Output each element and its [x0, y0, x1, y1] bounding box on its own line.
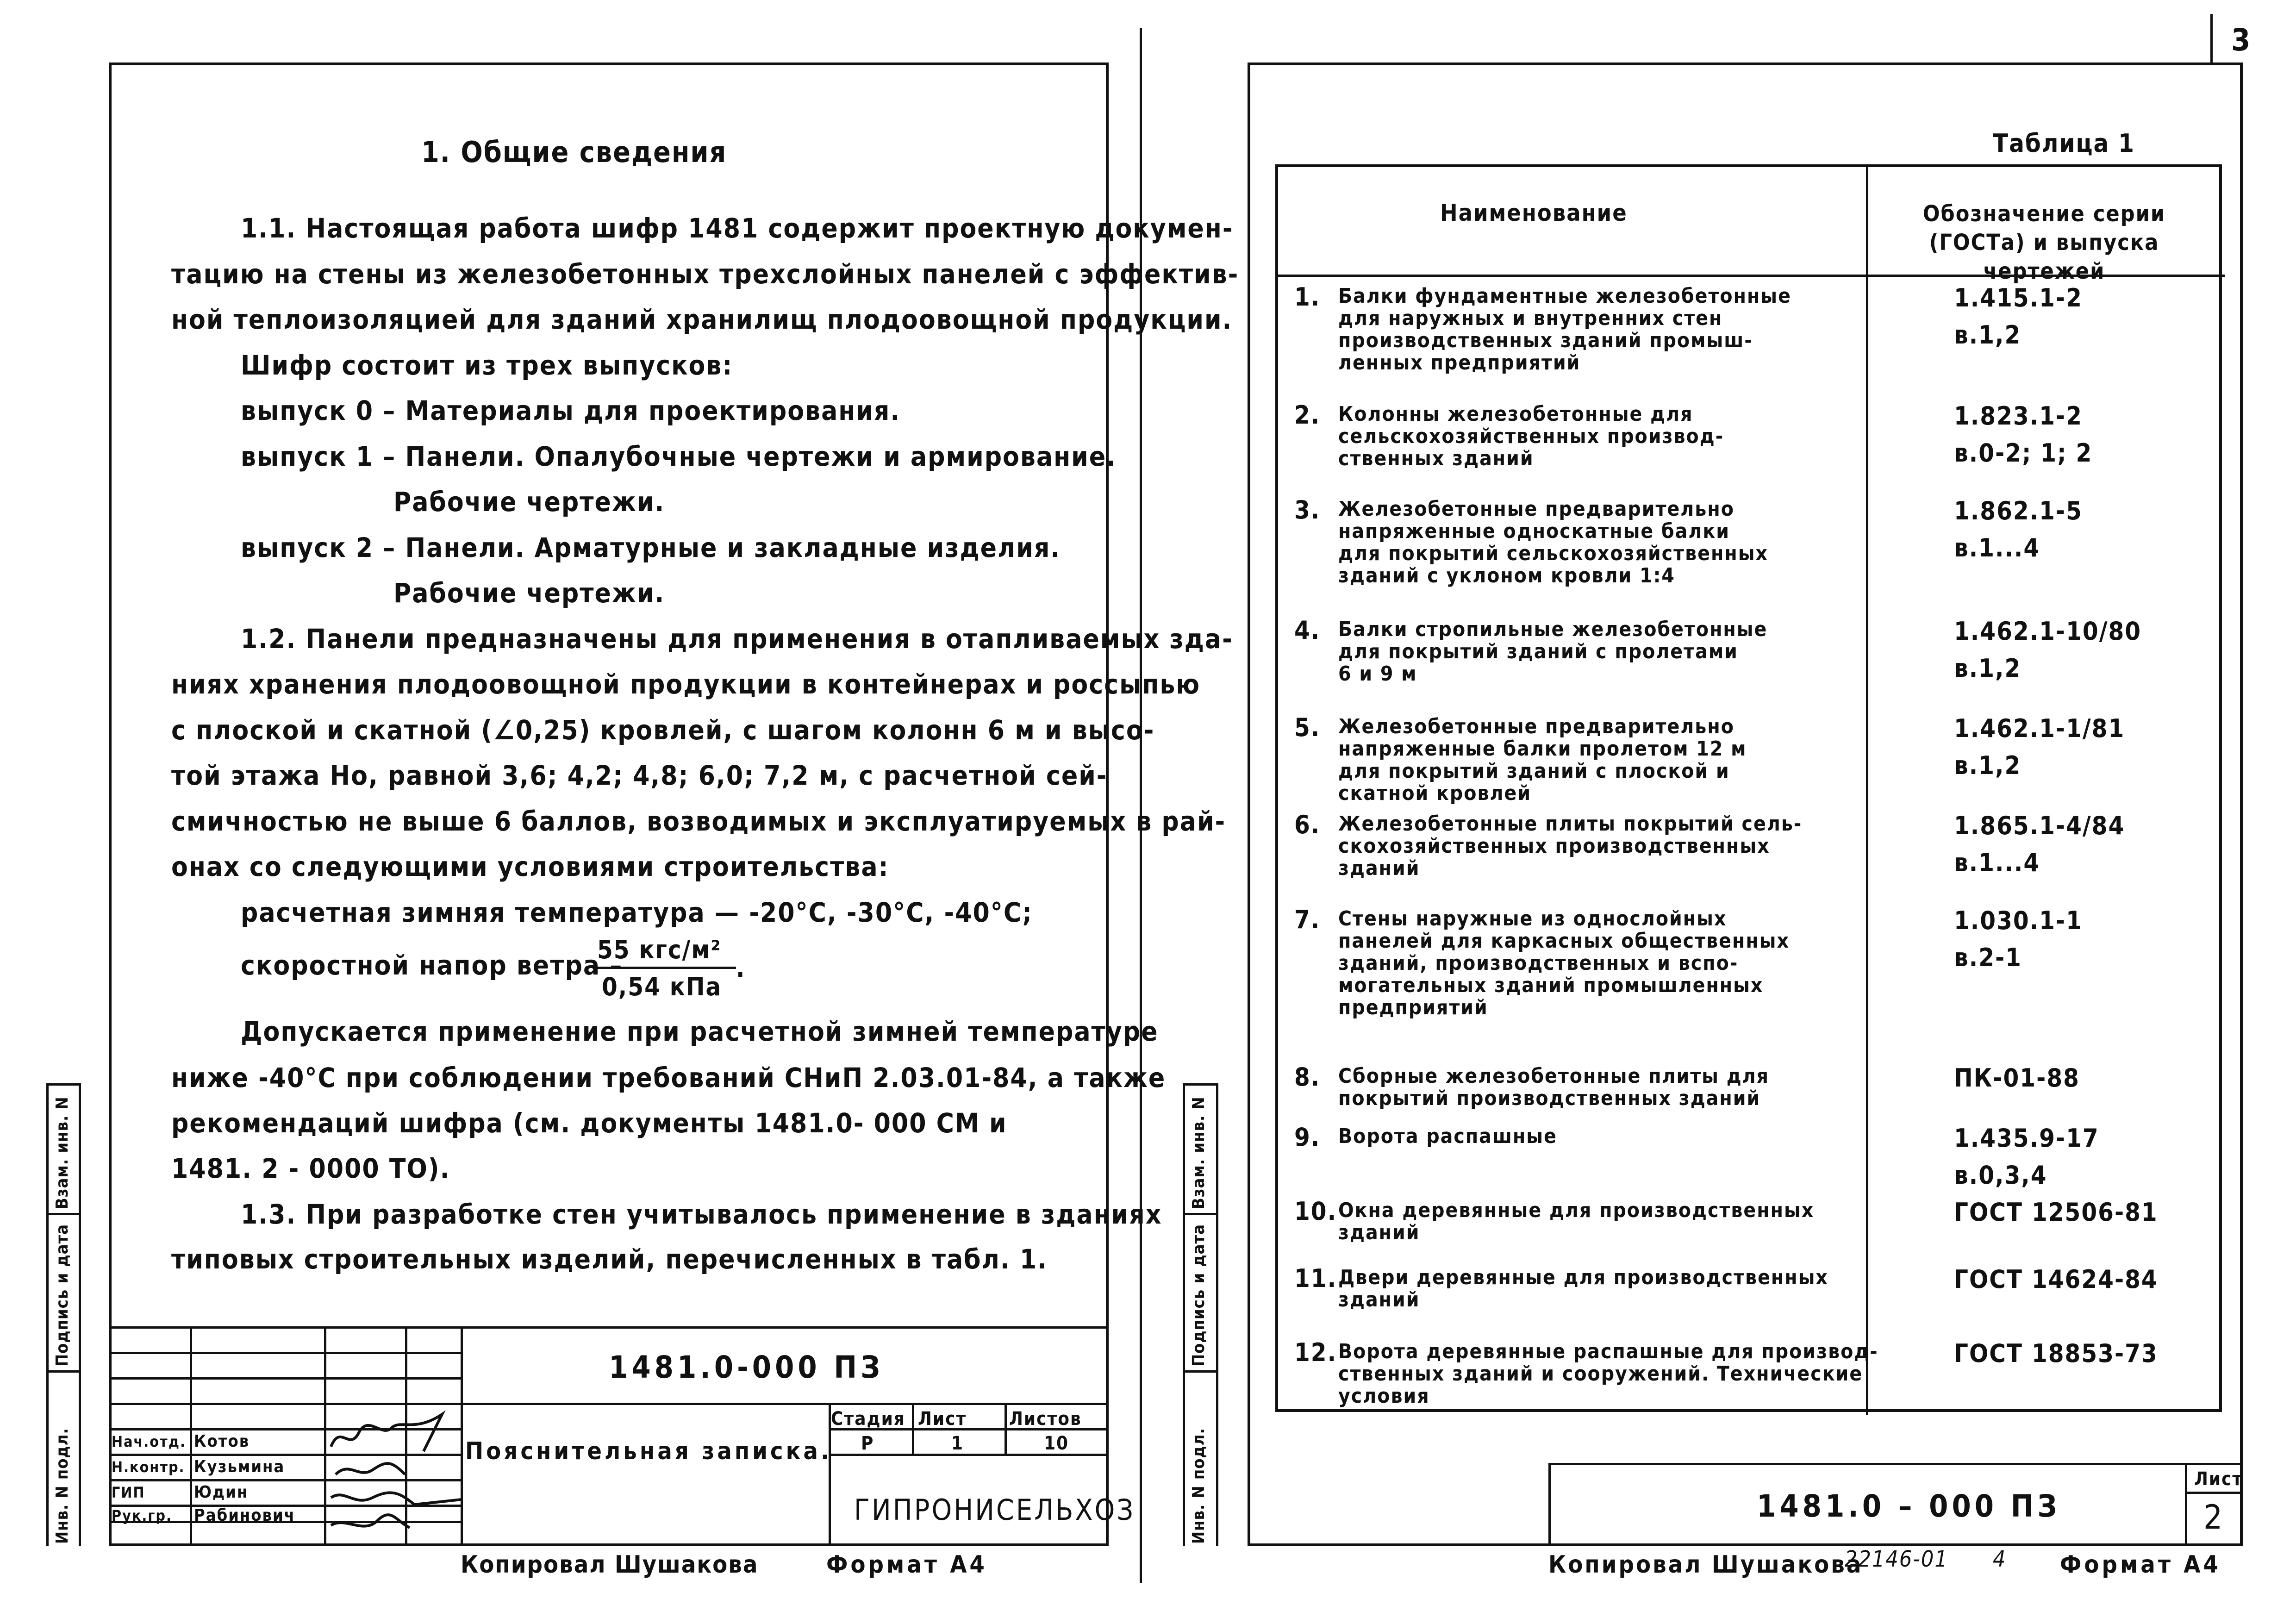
series-table — [1275, 164, 2222, 1412]
table-row-name: Железобетонные плиты покрытий сель- скохозяйственных производственных зданий — [1338, 812, 1803, 880]
stage-value: Р — [861, 1433, 874, 1454]
body-line: Рабочие чертежи. — [393, 486, 665, 518]
table-row-number: 11. — [1294, 1264, 1337, 1293]
right-footer-copied: Копировал Шушакова — [1548, 1551, 1863, 1579]
table-row-number: 4. — [1294, 616, 1321, 645]
table-row-number: 7. — [1294, 905, 1321, 934]
body-line: рекомендаций шифра (см. документы 1481.0- 000 СМ и — [171, 1107, 1007, 1139]
table-row-number: 10. — [1294, 1197, 1337, 1226]
table-row-name: Ворота деревянные распашные для производ- ственных зданий и сооружений. Технические условия — [1338, 1340, 1878, 1408]
table-row-code: ГОСТ 18853-73 — [1954, 1339, 2158, 1368]
table-row-number: 2. — [1294, 400, 1321, 430]
table-row-name: Сборные железобетонные плиты для покрытий производственных зданий — [1338, 1064, 1770, 1110]
body-line: 1.2. Панели предназначены для применения в отапливаемых зда- — [241, 623, 1233, 655]
name-4: Рабинович — [194, 1506, 295, 1525]
right-footer-format: Формат А4 — [2060, 1551, 2221, 1579]
table-row-code: 1.415.1-2 в.1,2 — [1954, 283, 2083, 350]
table-row-code: 1.435.9-17 в.0,3,4 — [1954, 1124, 2099, 1190]
table-row-number: 5. — [1294, 713, 1321, 742]
organization-name: ГИПРОНИСЕЛЬХОЗ — [854, 1493, 1136, 1527]
table-row-name: Колонны железобетонные для сельскохозяйственных производ- ственных зданий — [1338, 402, 1724, 470]
wind-denominator: 0,54 кПа — [602, 972, 722, 1001]
body-line: 1.3. При разработке стен учитывалось применение в зданиях — [241, 1199, 1162, 1230]
sheet-label: Лист — [918, 1408, 967, 1430]
wind-label: скоростной напор ветра – — [241, 949, 623, 981]
right-footer-num: 4 — [1993, 1546, 2007, 1572]
body-line: смичностью не выше 6 баллов, возводимых и эксплуатируемых в рай- — [171, 805, 1226, 837]
left-footer-copied: Копировал Шушакова — [461, 1551, 759, 1579]
left-footer-format: Формат А4 — [826, 1551, 987, 1579]
body-line: Рабочие чертежи. — [393, 577, 665, 609]
name-2: Кузьмина — [194, 1457, 285, 1476]
body-line: Шифр состоит из трех выпусков: — [241, 349, 733, 381]
body-line: выпуск 2 – Панели. Арматурные и закладные изделия. — [241, 531, 1061, 563]
table-row-code: 1.462.1-10/80 в.1,2 — [1954, 617, 2142, 683]
table-row-code: 1.462.1-1/81 в.1,2 — [1954, 714, 2125, 780]
left-side-stamp — [46, 1083, 109, 1546]
table-row-name: Железобетонные предварительно напряженные балки пролетом 12 м для покрытий зданий с плоской и скатной кровлей — [1338, 715, 1747, 805]
table-row-name: Железобетонные предварительно напряженные односкатные балки для покрытий сельскохозяйственных зданий с уклоном кровли 1:4 — [1338, 497, 1769, 587]
right-title-code: 1481.0 – 000 ПЗ — [1757, 1488, 2061, 1524]
right-footer-order: 22146-01 — [1845, 1546, 1948, 1572]
table-row-number: 6. — [1294, 810, 1321, 839]
stamp-podpis-data-right: Подпись и дата — [1189, 1224, 1208, 1367]
role-4: Рук.гр. — [112, 1507, 172, 1524]
col-code-header: Обозначение серии (ГОСТа) и выпуска чертежей — [1922, 201, 2166, 284]
body-line: ной теплоизоляцией для зданий хранилищ плодоовощной продукции. — [171, 304, 1233, 335]
body-line: типовых строительных изделий, перечисленных в табл. 1. — [171, 1243, 1048, 1275]
table-row-number: 1. — [1294, 282, 1321, 312]
wind-fraction-bar — [593, 967, 736, 969]
body-line: 1481. 2 - 0000 ТО). — [171, 1153, 450, 1184]
stamp-inv-podl: Инв. N подл. — [53, 1428, 72, 1544]
table-row-name: Двери деревянные для производственных зданий — [1338, 1266, 1828, 1312]
corner-rule — [2210, 14, 2213, 62]
body-line: ниже -40°С при соблюдении требований СНиП 2.03.01-84, а также — [171, 1062, 1166, 1093]
title-block-doc-title: Пояснительная записка. — [465, 1437, 832, 1465]
stamp-podpis-data: Подпись и дата — [53, 1224, 72, 1367]
right-side-stamp — [1183, 1083, 1248, 1546]
stamp-inv-podl-right: Инв. N подл. — [1189, 1428, 1208, 1544]
section-heading: 1. Общие сведения — [421, 135, 727, 169]
sheet-value: 1 — [951, 1433, 964, 1454]
table-caption: Таблица 1 — [1993, 129, 2135, 158]
body-line: выпуск 0 – Материалы для проектирования. — [241, 395, 901, 426]
stage-label: Стадия — [831, 1408, 905, 1430]
left-title-block — [109, 1326, 1136, 1546]
right-sheet-label: Лист — [2194, 1468, 2243, 1490]
table-row-name: Балки фундаментные железобетонные для наружных и внутренних стен производственных зданий промыш- ленных предприятий — [1338, 284, 1791, 375]
table-row-code: ПК-01-88 — [1954, 1063, 2080, 1093]
role-2: Н.контр. — [112, 1458, 185, 1476]
sheets-value: 10 — [1044, 1433, 1069, 1454]
wind-period: . — [736, 954, 746, 983]
table-row-number: 9. — [1294, 1123, 1321, 1152]
table-row-code: 1.823.1-2 в.0-2; 1; 2 — [1954, 401, 2093, 468]
table-row-code: 1.862.1-5 в.1...4 — [1954, 496, 2083, 562]
wind-numerator: 55 кгс/м² — [597, 935, 722, 964]
body-line: той этажа Но, равной 3,6; 4,2; 4,8; 6,0; 7,2 м, с расчетной сей- — [171, 760, 1108, 791]
body-line: онах со следующими условиями строительства: — [171, 851, 889, 882]
name-3: Юдин — [194, 1483, 249, 1502]
body-line: с плоской и скатной (∠0,25) кровлей, с шагом колонн 6 м и высо- — [171, 714, 1155, 746]
signature-marks — [322, 1405, 461, 1544]
table-row-number: 3. — [1294, 495, 1321, 525]
stamp-vzam-inv-right: Взам. инв. N — [1189, 1096, 1208, 1209]
role-1: Нач.отд. — [112, 1433, 186, 1450]
col-name-header: Наименование — [1440, 200, 1628, 226]
table-row-code: ГОСТ 12506-81 — [1954, 1198, 2158, 1227]
table-row-name: Окна деревянные для производственных зданий — [1338, 1199, 1815, 1244]
stamp-vzam-inv: Взам. инв. N — [53, 1096, 72, 1209]
body-line: Допускается применение при расчетной зимней температуре — [241, 1016, 1159, 1047]
right-title-block — [1548, 1463, 2243, 1546]
table-row-name: Ворота распашные — [1338, 1124, 1557, 1148]
table-row-code: 1.030.1-1 в.2-1 — [1954, 906, 2083, 972]
role-3: ГИП — [112, 1484, 145, 1501]
title-block-code: 1481.0-000 ПЗ — [609, 1349, 884, 1385]
body-line: тацию на стены из железобетонных трехслойных панелей с эффектив- — [171, 258, 1239, 290]
table-row-number: 12. — [1294, 1338, 1337, 1367]
sheet-divider — [1140, 28, 1142, 1583]
name-1: Котов — [194, 1432, 250, 1451]
table-row-code: ГОСТ 14624-84 — [1954, 1265, 2158, 1294]
table-row-name: Балки стропильные железобетонные для покрытий зданий с пролетами 6 и 9 м — [1338, 618, 1768, 686]
right-sheet-number: 2 — [2203, 1498, 2224, 1537]
table-row-code: 1.865.1-4/84 в.1...4 — [1954, 811, 2125, 877]
corner-page-number: 3 — [2231, 22, 2252, 58]
body-line: ниях хранения плодоовощной продукции в контейнерах и россыпью — [171, 668, 1201, 700]
body-line: 1.1. Настоящая работа шифр 1481 содержит проектную докумен- — [241, 212, 1234, 244]
table-row-number: 8. — [1294, 1062, 1321, 1092]
body-line: расчетная зимняя температура — -20°С, -30°С, -40°С; — [241, 896, 1033, 928]
table-row-name: Стены наружные из однослойных панелей для каркасных общественных зданий, производственных и вспо- могательных зданий промышленных предприятий — [1338, 907, 1790, 1019]
sheets-label: Листов — [1009, 1408, 1082, 1430]
body-line: выпуск 1 – Панели. Опалубочные чертежи и армирование. — [241, 440, 1117, 472]
